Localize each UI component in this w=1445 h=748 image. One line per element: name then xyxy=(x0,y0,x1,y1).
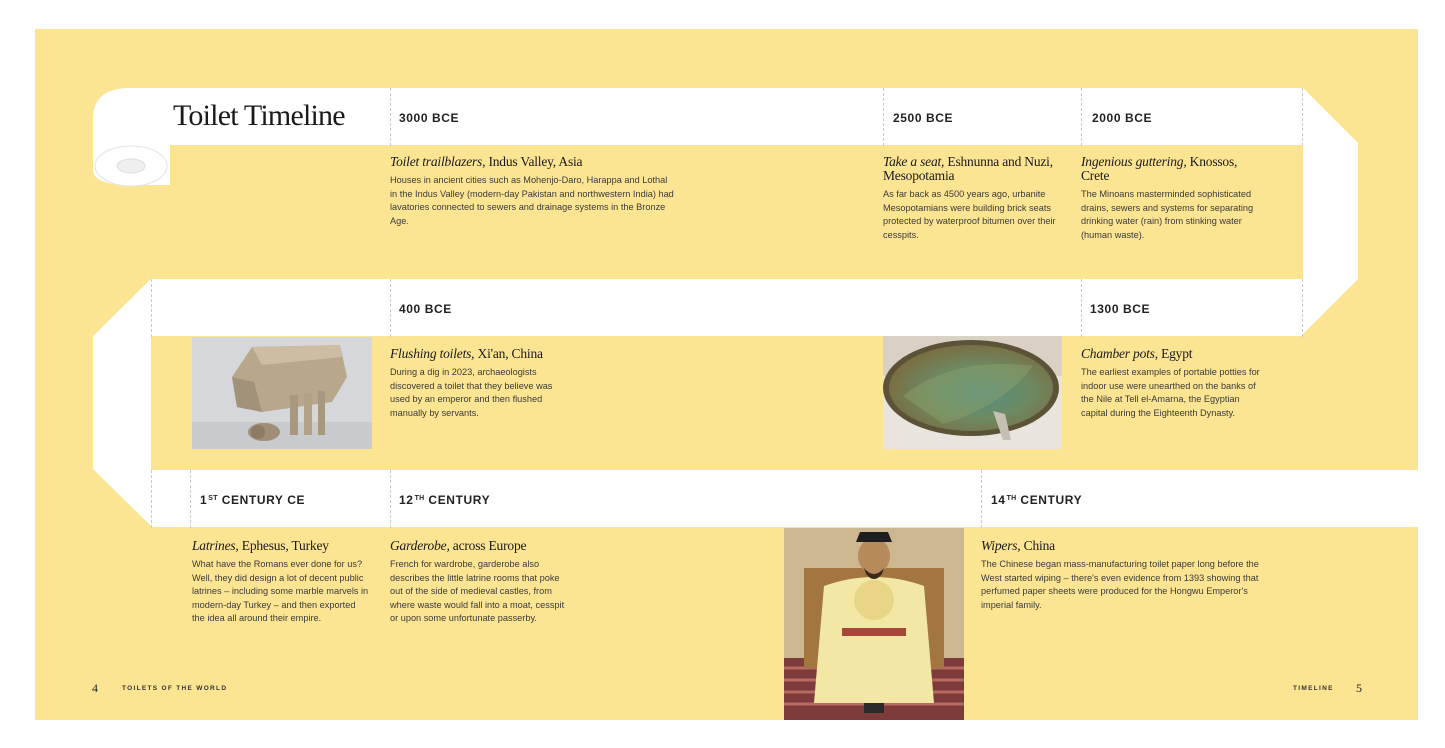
running-head-left: TOILETS OF THE WORLD xyxy=(122,685,228,692)
running-head-right: TIMELINE xyxy=(1293,685,1334,692)
entry-title: Wipers, China xyxy=(981,538,1055,553)
emperor-portrait-icon xyxy=(784,528,964,720)
separator xyxy=(190,470,191,528)
entry-body: The Minoans masterminded sophisticated drains, sewers and systems for separating drinking water (rain) from stinking water (human waste). xyxy=(1081,189,1254,240)
year-label-400bce: 400 BCE xyxy=(399,302,452,316)
year-label-1st-century: 1ST CENTURY CE xyxy=(200,493,306,507)
entry-title: Take a seat, Eshnunna and Nuzi, Mesopotamia xyxy=(883,154,1053,183)
entry-12th-century xyxy=(390,539,570,626)
year-label-2000bce: 2000 BCE xyxy=(1092,111,1153,125)
entry-2500bce xyxy=(883,155,1068,242)
entry-title: Ingenious guttering, Knossos, Crete xyxy=(1081,154,1238,183)
photo-ancient-toilet xyxy=(192,337,372,449)
year-label-3000bce: 3000 BCE xyxy=(399,111,460,125)
separator xyxy=(1302,88,1303,146)
entry-body: The Chinese began mass-manufacturing toilet paper long before the West started wiping – there's even evidence from 1393 showing that perfumed paper sheets were produced for the Hongwu Emperor's imperial family. xyxy=(981,559,1259,610)
chamber-pot-icon xyxy=(883,336,1062,449)
book-spread xyxy=(35,29,1418,720)
entry-body: The earliest examples of portable potties for indoor use were unearthed on the banks of the Nile at Tell el-Amarna, the Egyptian capital during the Eighteenth Dynasty. xyxy=(1081,367,1260,418)
entry-400bce xyxy=(390,347,565,420)
entry-body: During a dig in 2023, archaeologists discovered a toilet that they believe was used by an emperor and then flushed manually by servants. xyxy=(390,367,553,418)
year-label-14th-century: 14TH CENTURY xyxy=(991,493,1083,507)
entry-body: French for wardrobe, garderobe also describes the little latrine rooms that poke out of the side of medieval castles, from where waste would fall into a moat, cesspit or upon some unfortunate passerby. xyxy=(390,559,565,624)
entry-title: Toilet trailblazers, Indus Valley, Asia xyxy=(390,154,583,169)
separator xyxy=(981,470,982,528)
photo-hongwu-emperor xyxy=(784,528,964,720)
separator xyxy=(1081,279,1082,337)
entry-title: Chamber pots, Egypt xyxy=(1081,346,1193,361)
entry-body: As far back as 4500 years ago, urbanite Mesopotamians were building brick seats protected by waterproof bitumen over their cesspits. xyxy=(883,189,1056,240)
separator xyxy=(151,279,152,337)
separator xyxy=(390,88,391,146)
year-label-2500bce: 2500 BCE xyxy=(893,111,954,125)
separator xyxy=(883,88,884,146)
separator xyxy=(1081,88,1082,146)
page-number-right: 5 xyxy=(1356,681,1362,695)
entry-1st-century xyxy=(192,539,370,626)
entry-body: What have the Romans ever done for us? Well, they did design a lot of decent public latrines – including some marble marvels in modern-day Turkey – and then exported the idea all around their empire. xyxy=(192,559,369,624)
entry-title: Flushing toilets, Xi'an, China xyxy=(390,346,543,361)
entry-1300bce xyxy=(1081,347,1266,420)
separator xyxy=(390,279,391,337)
separator xyxy=(390,470,391,528)
entry-14th-century xyxy=(981,539,1266,612)
year-label-1300bce: 1300 BCE xyxy=(1090,302,1151,316)
year-label-12th-century: 12TH CENTURY xyxy=(399,493,491,507)
page-title: Toilet Timeline xyxy=(173,99,345,132)
entry-3000bce xyxy=(390,155,675,228)
entry-2000bce xyxy=(1081,155,1261,242)
separator xyxy=(1302,279,1303,337)
entry-title: Latrines, Ephesus, Turkey xyxy=(192,538,329,553)
entry-title: Garderobe, across Europe xyxy=(390,538,527,553)
page-number-left: 4 xyxy=(92,681,98,695)
separator xyxy=(151,470,152,528)
toilet-artefact-icon xyxy=(192,337,372,449)
entry-body: Houses in ancient cities such as Mohenjo-Daro, Harappa and Lothal in the Indus Valley (modern-day Pakistan and northwestern India) had lavatories connected to sewers and drainage systems in the Bronze Age. xyxy=(390,175,674,226)
photo-chamber-pot xyxy=(883,336,1062,449)
